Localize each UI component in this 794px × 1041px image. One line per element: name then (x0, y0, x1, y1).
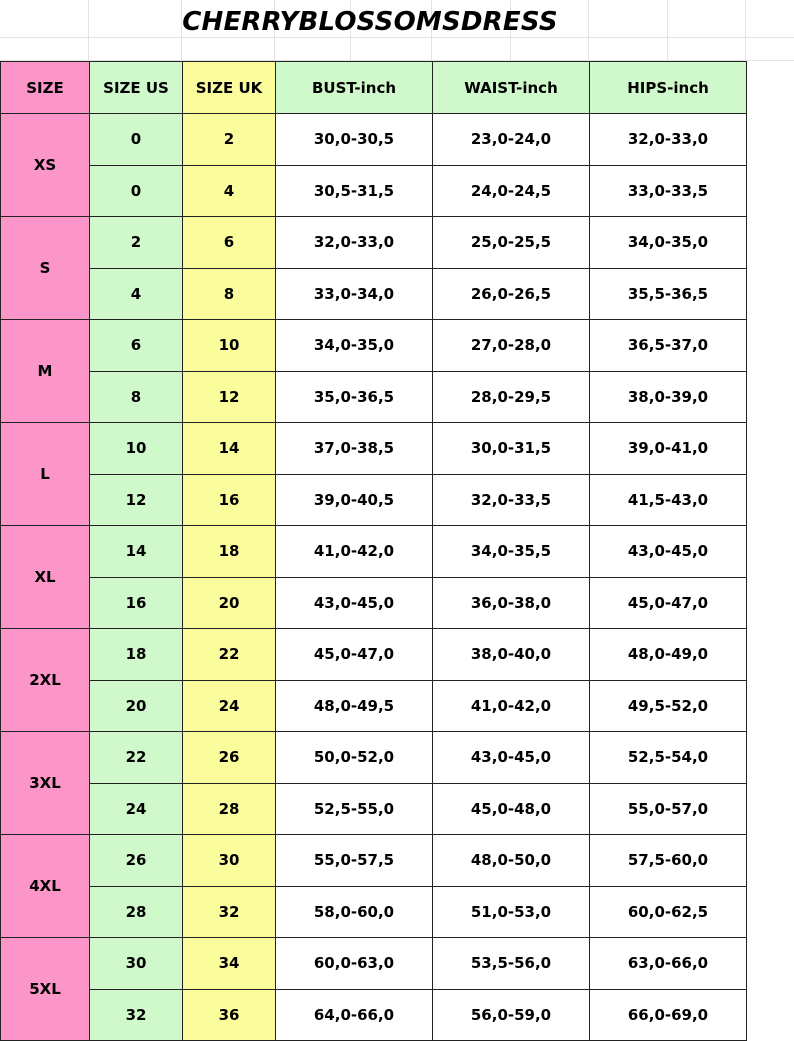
waist-cell: 34,0-35,5 (433, 526, 590, 578)
table-row (1, 629, 747, 681)
bust-cell: 41,0-42,0 (276, 526, 433, 578)
size-label: 3XL (1, 732, 90, 835)
size-uk-cell: 18 (183, 526, 276, 578)
bust-cell: 30,0-30,5 (276, 114, 433, 166)
bust-cell: 60,0-63,0 (276, 938, 433, 990)
hips-cell: 48,0-49,0 (590, 629, 747, 681)
header-size-uk: SIZE UK (183, 62, 276, 114)
table-row (1, 268, 747, 320)
waist-cell: 51,0-53,0 (433, 886, 590, 938)
bust-cell: 33,0-34,0 (276, 268, 433, 320)
size-uk-cell: 22 (183, 629, 276, 681)
hips-cell: 43,0-45,0 (590, 526, 747, 578)
bust-cell: 48,0-49,5 (276, 680, 433, 732)
header-row (1, 62, 747, 114)
waist-cell: 24,0-24,5 (433, 165, 590, 217)
size-uk-cell: 4 (183, 165, 276, 217)
waist-cell: 53,5-56,0 (433, 938, 590, 990)
size-uk-cell: 32 (183, 886, 276, 938)
bust-cell: 34,0-35,0 (276, 320, 433, 372)
table-row (1, 886, 747, 938)
size-us-cell: 10 (90, 423, 183, 475)
size-us-cell: 30 (90, 938, 183, 990)
hips-cell: 57,5-60,0 (590, 835, 747, 887)
size-us-cell: 32 (90, 989, 183, 1041)
size-us-cell: 8 (90, 371, 183, 423)
size-label: XS (1, 114, 90, 217)
size-us-cell: 12 (90, 474, 183, 526)
hips-cell: 49,5-52,0 (590, 680, 747, 732)
bust-cell: 50,0-52,0 (276, 732, 433, 784)
header-bust: BUST-inch (276, 62, 433, 114)
size-uk-cell: 10 (183, 320, 276, 372)
size-us-cell: 4 (90, 268, 183, 320)
hips-cell: 35,5-36,5 (590, 268, 747, 320)
hips-cell: 32,0-33,0 (590, 114, 747, 166)
bust-cell: 35,0-36,5 (276, 371, 433, 423)
waist-cell: 23,0-24,0 (433, 114, 590, 166)
waist-cell: 48,0-50,0 (433, 835, 590, 887)
bust-cell: 64,0-66,0 (276, 989, 433, 1041)
waist-cell: 43,0-45,0 (433, 732, 590, 784)
size-label: S (1, 217, 90, 320)
hips-cell: 38,0-39,0 (590, 371, 747, 423)
waist-cell: 32,0-33,5 (433, 474, 590, 526)
header-size: SIZE (1, 62, 90, 114)
bust-cell: 39,0-40,5 (276, 474, 433, 526)
hips-cell: 34,0-35,0 (590, 217, 747, 269)
size-label: 4XL (1, 835, 90, 938)
waist-cell: 41,0-42,0 (433, 680, 590, 732)
size-us-cell: 0 (90, 114, 183, 166)
size-us-cell: 6 (90, 320, 183, 372)
table-row (1, 577, 747, 629)
hips-cell: 36,5-37,0 (590, 320, 747, 372)
size-us-cell: 28 (90, 886, 183, 938)
header-hips: HIPS-inch (590, 62, 747, 114)
size-uk-cell: 20 (183, 577, 276, 629)
size-uk-cell: 36 (183, 989, 276, 1041)
size-us-cell: 18 (90, 629, 183, 681)
size-us-cell: 2 (90, 217, 183, 269)
table-row (1, 732, 747, 784)
size-uk-cell: 14 (183, 423, 276, 475)
hips-cell: 63,0-66,0 (590, 938, 747, 990)
bust-cell: 37,0-38,5 (276, 423, 433, 475)
size-us-cell: 26 (90, 835, 183, 887)
size-uk-cell: 6 (183, 217, 276, 269)
waist-cell: 26,0-26,5 (433, 268, 590, 320)
header-size-us: SIZE US (90, 62, 183, 114)
table-row (1, 371, 747, 423)
size-uk-cell: 28 (183, 783, 276, 835)
waist-cell: 28,0-29,5 (433, 371, 590, 423)
size-uk-cell: 16 (183, 474, 276, 526)
size-us-cell: 24 (90, 783, 183, 835)
table-row (1, 989, 747, 1041)
table-row (1, 320, 747, 372)
hips-cell: 66,0-69,0 (590, 989, 747, 1041)
bust-cell: 55,0-57,5 (276, 835, 433, 887)
size-uk-cell: 34 (183, 938, 276, 990)
size-uk-cell: 30 (183, 835, 276, 887)
table-row (1, 938, 747, 990)
table-row (1, 217, 747, 269)
hips-cell: 45,0-47,0 (590, 577, 747, 629)
bust-cell: 45,0-47,0 (276, 629, 433, 681)
size-us-cell: 16 (90, 577, 183, 629)
hips-cell: 52,5-54,0 (590, 732, 747, 784)
table-row (1, 114, 747, 166)
size-us-cell: 22 (90, 732, 183, 784)
waist-cell: 56,0-59,0 (433, 989, 590, 1041)
size-uk-cell: 2 (183, 114, 276, 166)
waist-cell: 36,0-38,0 (433, 577, 590, 629)
hips-cell: 41,5-43,0 (590, 474, 747, 526)
page-title: CHERRYBLOSSOMSDRESS (182, 7, 558, 37)
size-uk-cell: 26 (183, 732, 276, 784)
size-label: XL (1, 526, 90, 629)
table-row (1, 165, 747, 217)
size-label: L (1, 423, 90, 526)
size-uk-cell: 24 (183, 680, 276, 732)
size-us-cell: 20 (90, 680, 183, 732)
waist-cell: 38,0-40,0 (433, 629, 590, 681)
table-row (1, 423, 747, 475)
waist-cell: 45,0-48,0 (433, 783, 590, 835)
bust-cell: 52,5-55,0 (276, 783, 433, 835)
size-uk-cell: 8 (183, 268, 276, 320)
bust-cell: 43,0-45,0 (276, 577, 433, 629)
waist-cell: 30,0-31,5 (433, 423, 590, 475)
size-chart-table (0, 61, 747, 1041)
hips-cell: 39,0-41,0 (590, 423, 747, 475)
hips-cell: 33,0-33,5 (590, 165, 747, 217)
size-uk-cell: 12 (183, 371, 276, 423)
bust-cell: 58,0-60,0 (276, 886, 433, 938)
waist-cell: 25,0-25,5 (433, 217, 590, 269)
header-waist: WAIST-inch (433, 62, 590, 114)
bust-cell: 30,5-31,5 (276, 165, 433, 217)
table-row (1, 680, 747, 732)
table-row (1, 835, 747, 887)
size-label: 2XL (1, 629, 90, 732)
table-row (1, 526, 747, 578)
hips-cell: 60,0-62,5 (590, 886, 747, 938)
waist-cell: 27,0-28,0 (433, 320, 590, 372)
hips-cell: 55,0-57,0 (590, 783, 747, 835)
table-row (1, 783, 747, 835)
size-us-cell: 0 (90, 165, 183, 217)
size-us-cell: 14 (90, 526, 183, 578)
size-label: M (1, 320, 90, 423)
bust-cell: 32,0-33,0 (276, 217, 433, 269)
size-label: 5XL (1, 938, 90, 1041)
table-row (1, 474, 747, 526)
